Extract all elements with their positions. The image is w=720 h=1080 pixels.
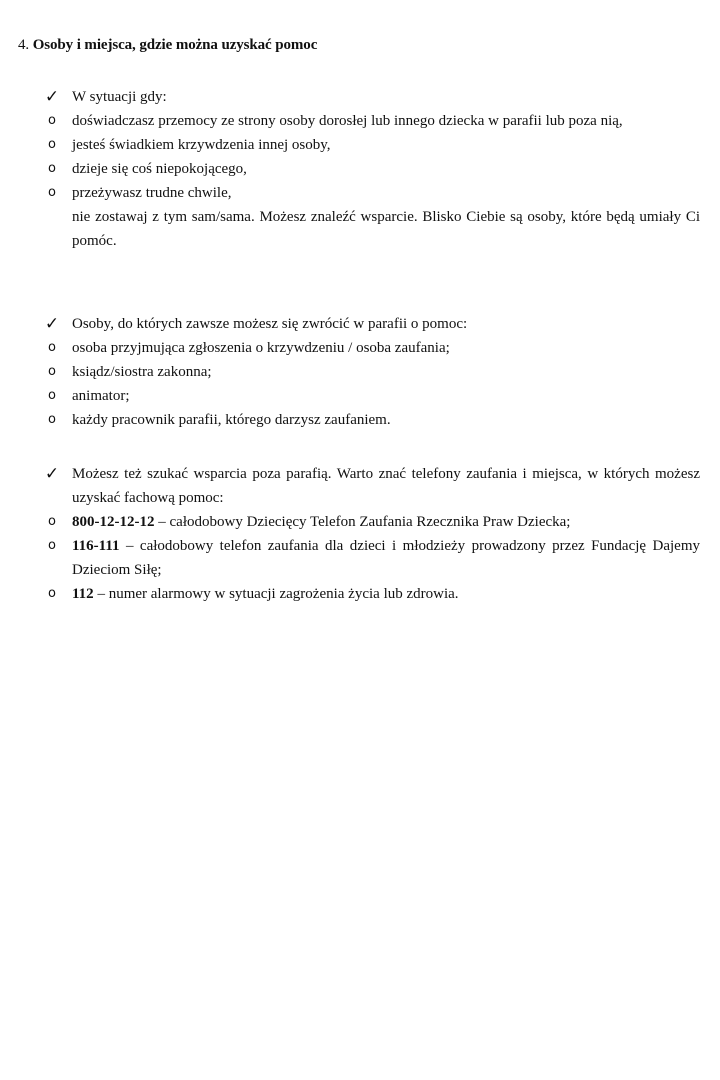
checkmark-icon: ✓ xyxy=(44,464,60,484)
circle-bullet-icon: o xyxy=(48,412,56,427)
check-item-text: W sytuacji gdy: xyxy=(72,89,167,105)
list-item xyxy=(0,109,720,133)
list-item xyxy=(0,384,720,408)
list-item-text: dzieje się coś niepokojącego, xyxy=(72,161,247,177)
circle-bullet-icon: o xyxy=(48,161,56,176)
circle-bullet-icon: o xyxy=(48,514,56,529)
check-item xyxy=(0,85,720,109)
check-item xyxy=(0,462,720,510)
phone-number: 112 xyxy=(72,586,94,602)
list-item xyxy=(0,408,720,432)
circle-bullet-icon: o xyxy=(48,388,56,403)
checkmark-icon: ✓ xyxy=(44,314,60,334)
phone-number: 800-12-12-12 xyxy=(72,514,155,530)
list-item-text: – całodobowy telefon zaufania dla dzieci i młodzieży prowadzony przez Fundację Dajemy Dzieciom Siłę; xyxy=(72,538,700,578)
circle-bullet-icon: o xyxy=(48,538,56,553)
list-item xyxy=(0,181,720,205)
list-item xyxy=(0,157,720,181)
circle-bullet-icon: o xyxy=(48,113,56,128)
check-item-text: Osoby, do których zawsze możesz się zwrócić w parafii o pomoc: xyxy=(72,316,468,332)
phone-number: 116-111 xyxy=(72,538,120,554)
heading-title: Osoby i miejsca, gdzie można uzyskać pomoc xyxy=(32,37,318,53)
list-item-text: – całodobowy Dziecięcy Telefon Zaufania Rzecznika Praw Dziecka; xyxy=(154,514,571,530)
list-item-text: jesteś świadkiem krzywdzenia innej osoby, xyxy=(72,137,331,153)
circle-bullet-icon: o xyxy=(48,340,56,355)
list-item-text: doświadczasz przemocy ze strony osoby dorosłej lub innego dziecka w parafii lub poza nią, xyxy=(72,113,623,129)
list-item xyxy=(0,534,720,582)
heading-number: 4. xyxy=(18,37,30,53)
continuation-text: nie zostawaj z tym sam/sama. Możesz znaleźć wsparcie. Blisko Ciebie są osoby, które będą umiały Ci pomóc. xyxy=(72,209,700,249)
check-item xyxy=(0,312,720,336)
list-item xyxy=(0,582,720,606)
circle-bullet-icon: o xyxy=(48,364,56,379)
list-item-text: przeżywasz trudne chwile, xyxy=(72,185,232,201)
section-situations xyxy=(0,85,720,253)
circle-bullet-icon: o xyxy=(48,137,56,152)
list-item xyxy=(0,336,720,360)
list-item xyxy=(0,133,720,157)
list-item-text: animator; xyxy=(72,388,130,404)
list-item xyxy=(0,510,720,534)
check-item-text: Możesz też szukać wsparcia poza parafią. Warto znać telefony zaufania i miejsca, w których możesz uzyskać fachową pomoc: xyxy=(72,466,700,506)
list-item xyxy=(0,360,720,384)
list-item-text: ksiądz/siostra zakonna; xyxy=(72,364,212,380)
section-heading xyxy=(18,33,317,57)
circle-bullet-icon: o xyxy=(48,185,56,200)
circle-bullet-icon: o xyxy=(48,586,56,601)
section-external-help xyxy=(0,462,720,606)
list-item-text: każdy pracownik parafii, którego darzysz zaufaniem. xyxy=(72,412,391,428)
list-item-text: osoba przyjmująca zgłoszenia o krzywdzeniu / osoba zaufania; xyxy=(72,340,450,356)
list-item-text: – numer alarmowy w sytuacji zagrożenia życia lub zdrowia. xyxy=(93,586,459,602)
section-parish-contacts xyxy=(0,312,720,432)
checkmark-icon: ✓ xyxy=(44,87,60,107)
